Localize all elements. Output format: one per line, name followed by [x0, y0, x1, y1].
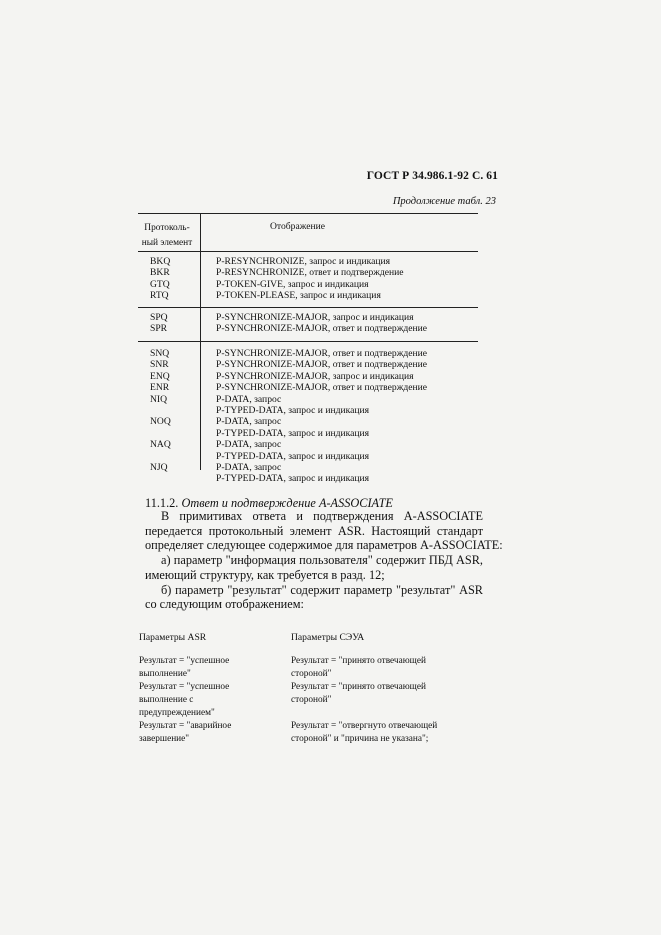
table-row: SPR P-SYNCHRONIZE-MAJOR, ответ и подтверждение	[150, 323, 428, 335]
table-row: BKQ P-RESYNCHRONIZE, запрос и индикация	[150, 256, 391, 267]
table-row: P-TYPED-DATA, запрос и индикация	[216, 473, 370, 485]
mapping-right-header: Параметры СЭУА	[291, 632, 365, 643]
paragraph-line: а) параметр "информация пользователя" содержит ПБД ASR,	[161, 553, 483, 568]
section-title: Ответ и подтверждение A-ASSOCIATE	[181, 496, 393, 510]
table-row: P-TYPED-DATA, запрос и индикация	[216, 450, 370, 462]
table-row: P-TYPED-DATA, запрос и индикация	[216, 404, 370, 416]
mapping-right-item: Результат = "принято отвечающей стороной"	[291, 656, 426, 679]
table-row: NIQ P-DATA, запрос	[150, 393, 282, 405]
table-row: P-TYPED-DATA, запрос и индикация	[216, 427, 370, 439]
table-top-rule	[138, 213, 478, 214]
header-rule	[138, 251, 478, 252]
paragraph-line: В примитивах ответа и подтверждения A-ASSOCIATE	[161, 509, 483, 523]
table-group-2	[138, 312, 478, 335]
table-row: NOQ P-DATA, запрос	[150, 416, 282, 428]
section-number: 11.1.2.	[145, 496, 179, 510]
table-row: BKR P-RESYNCHRONIZE, ответ и подтверждение	[150, 267, 404, 279]
table-continuation-label: Продолжение табл. 23	[392, 196, 496, 207]
table-row: NAQ P-DATA, запрос	[150, 439, 282, 451]
paragraph-line: со следующим отображением:	[145, 597, 304, 612]
paragraph-line: определяет следующее содержимое для параметров A-ASSOCIATE:	[145, 538, 503, 553]
paragraph-line: б) параметр "результат" содержит параметр "результат" ASR	[161, 582, 483, 597]
standard-reference: ГОСТ Р 34.986.1-92 С. 61	[366, 170, 498, 182]
group-rule	[138, 307, 478, 308]
paragraph-line: передается протокольный элемент ASR. Настоящий стандарт	[145, 523, 483, 538]
mapping-left-header: Параметры ASR	[139, 632, 207, 643]
table-row: RTQ P-TOKEN-PLEASE, запрос и индикация	[150, 290, 381, 302]
table-group-3	[138, 348, 478, 485]
paragraph-line: имеющий структуру, как требуется в разд. 12;	[145, 567, 385, 582]
body-paragraph	[145, 509, 503, 612]
mapping-left-item: Результат = "успешное выполнение с предупреждением"	[139, 682, 230, 718]
table-row: ENQ P-SYNCHRONIZE-MAJOR, запрос и индикация	[150, 370, 414, 382]
column-header-protocol-element: Протоколь- ный элемент	[141, 223, 193, 248]
mapping-left-item: Результат = "аварийное завершение"	[139, 721, 232, 744]
table-row: SNR P-SYNCHRONIZE-MAJOR, ответ и подтверждение	[150, 359, 428, 371]
mapping-right-item: Результат = "отвергнуто отвечающей стороной" и "причина не указана";	[291, 721, 438, 744]
table-row: SPQ P-SYNCHRONIZE-MAJOR, запрос и индикация	[150, 312, 414, 323]
table-row: ENR P-SYNCHRONIZE-MAJOR, ответ и подтверждение	[150, 382, 428, 394]
table-row: SNQ P-SYNCHRONIZE-MAJOR, ответ и подтверждение	[150, 348, 428, 359]
table-row: GTQ P-TOKEN-GIVE, запрос и индикация	[150, 278, 369, 290]
column-header-mapping: Отображение	[269, 221, 325, 232]
mapping-right-item: Результат = "принято отвечающей стороной"	[291, 682, 426, 705]
mapping-left-item: Результат = "успешное выполнение"	[139, 656, 230, 679]
table-row: NJQ P-DATA, запрос	[150, 461, 282, 473]
group-rule	[138, 341, 478, 342]
table-group-1	[138, 256, 478, 302]
